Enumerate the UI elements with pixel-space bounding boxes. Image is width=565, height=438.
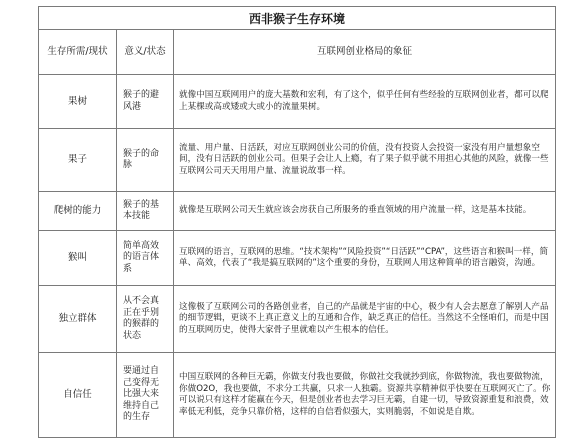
symbol-cell: 中国互联网的各种巨无霸，你做支付我也要做，你做社交我就抄到底，你做物流，我也要做物流，你做O2O，我也要做，不求分工共赢，只求一人独霸。资源共享精神似乎快要在互联网灭亡了。你可以说只有这样才能赢在今天，但是创业者也去学习巨无霸，自建一切，导致资源重复和浪费，效率低无利低，竞争只靠价格，这样的自信看似强大，实则脆弱，不如说是自欺。 [174, 353, 556, 438]
meaning-cell: 要通过自己变得无比强大来维持自己的生存 [117, 353, 174, 438]
need-cell: 自信任 [39, 353, 117, 438]
need-cell: 果子 [39, 129, 117, 192]
meaning-cell: 猴子的避风港 [117, 75, 174, 129]
need-cell: 猴叫 [39, 231, 117, 286]
symbol-cell: 这像极了互联网公司的各路创业者，自己的产品就是宇宙的中心，极少有人会去愿意了解别人产品的细节逻辑，更谈不上真正意义上的互通和合作，缺乏真正的信任。当然这不全怪咱们，而是中国的互联网历史，使得大家骨子里就难以产生根本的信任。 [174, 286, 556, 353]
header-need: 生存所需/现状 [39, 30, 117, 75]
table-row [39, 129, 556, 192]
table-title: 西非猴子生存环境 [39, 7, 556, 30]
survival-table [38, 6, 556, 438]
header-symbol: 互联网创业格局的象征 [174, 30, 556, 75]
meaning-cell: 简单高效的语言体系 [117, 231, 174, 286]
table-row [39, 192, 556, 231]
need-cell: 独立群体 [39, 286, 117, 353]
symbol-cell: 就像中国互联网用户的庞大基数和宏利，有了这个，似乎任何有些经验的互联网创业者，都可以爬上某棵或高或矮或大或小的流量果树。 [174, 75, 556, 129]
header-meaning: 意义/状态 [117, 30, 174, 75]
table-row [39, 231, 556, 286]
table-row [39, 286, 556, 353]
symbol-cell: 就像是互联网公司天生就应该会房获自己所服务的垂直领域的用户流量一样，这是基本技能。 [174, 192, 556, 231]
table-row [39, 75, 556, 129]
symbol-cell: 互联网的语言，互联网的思维。“技术架构”“风险投资”“日活跃”“CPA”，这些语言和猴叫一样，简单、高效，代表了“我是搞互联网的”这个重要的身份，互联网人用这种简单的语言融资，沟通。 [174, 231, 556, 286]
meaning-cell: 猴子的基本技能 [117, 192, 174, 231]
meaning-cell: 猴子的命脉 [117, 129, 174, 192]
need-cell: 果树 [39, 75, 117, 129]
meaning-cell: 从不会真正在乎别的猴群的状态 [117, 286, 174, 353]
need-cell: 爬树的能力 [39, 192, 117, 231]
symbol-cell: 流量、用户量、日活跃，对应互联网创业公司的价值，没有投资人会投资一家没有用户量想象空间，没有日活跃的创业公司。但果子会让人上瘾，有了果子似乎就不用担心其他的风险，就像一些互联网公司天天用用户量、流量说故事一样。 [174, 129, 556, 192]
table-row [39, 353, 556, 438]
